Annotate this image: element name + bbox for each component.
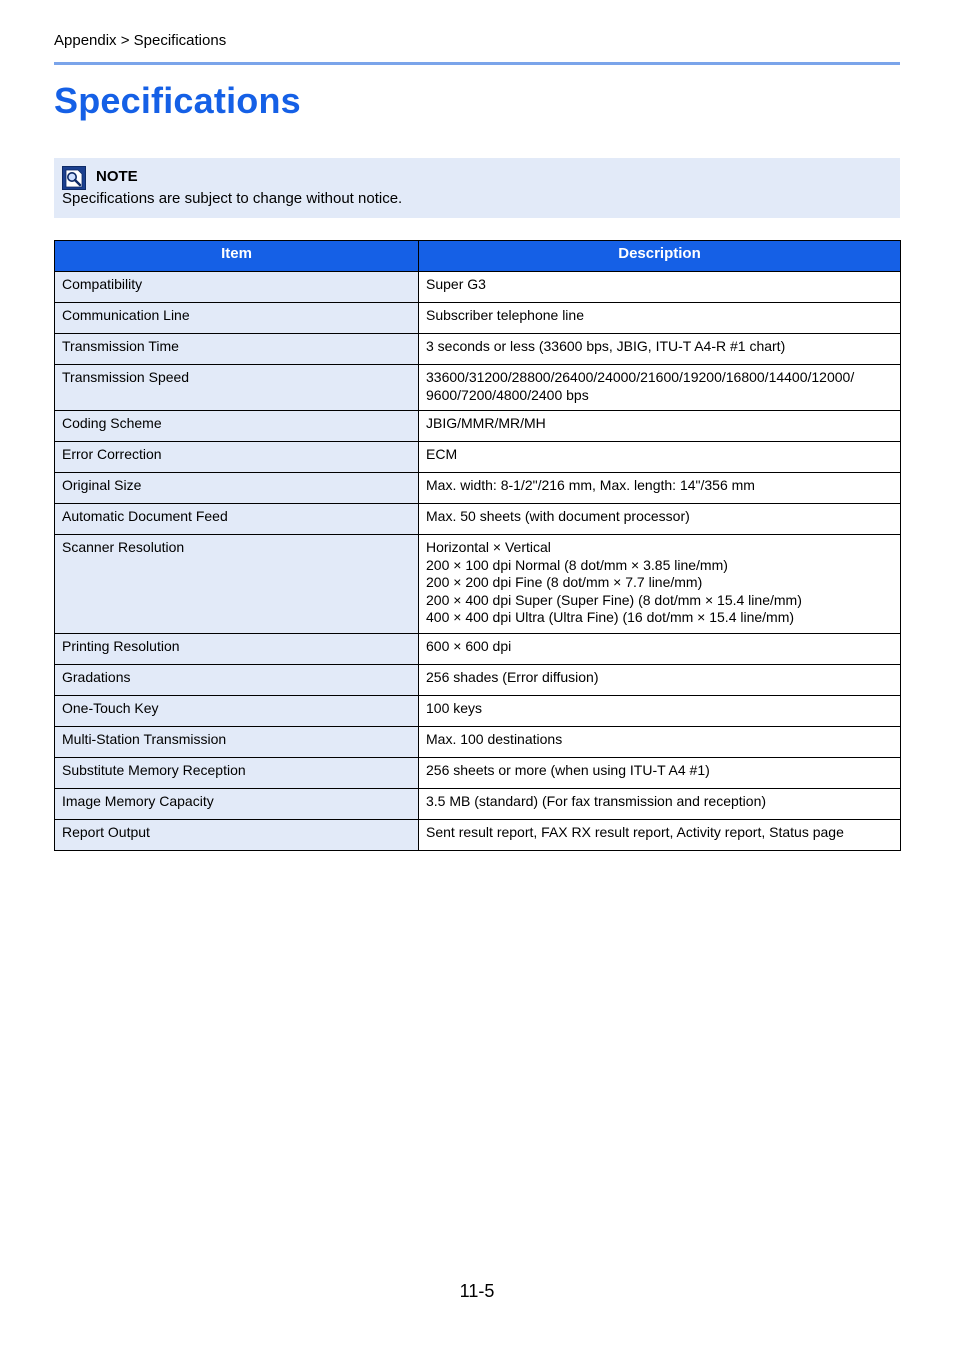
spec-description-cell: Max. 100 destinations [419, 726, 901, 757]
spec-description-cell: ECM [419, 442, 901, 473]
table-row [55, 473, 901, 504]
spec-description-cell: 33600/31200/28800/26400/24000/21600/19200/16800/14400/12000/ 9600/7200/4800/2400 bps [419, 365, 901, 411]
spec-item-cell: Transmission Speed [55, 365, 419, 411]
spec-item-cell: Transmission Time [55, 334, 419, 365]
spec-description-cell: 256 shades (Error diffusion) [419, 664, 901, 695]
table-row [55, 664, 901, 695]
table-row [55, 272, 901, 303]
spec-description-cell: 100 keys [419, 695, 901, 726]
page-title: Specifications [54, 80, 301, 121]
spec-item-cell: Compatibility [55, 272, 419, 303]
spec-item-cell: Original Size [55, 473, 419, 504]
spec-item-cell: Image Memory Capacity [55, 788, 419, 819]
spec-description-cell: Subscriber telephone line [419, 303, 901, 334]
table-row [55, 788, 901, 819]
spec-item-cell: Printing Resolution [55, 633, 419, 664]
spec-description-cell: 600 × 600 dpi [419, 633, 901, 664]
spec-item-cell: Coding Scheme [55, 411, 419, 442]
note-text: Specifications are subject to change without notice. [62, 190, 403, 207]
note-magnifier-icon [62, 166, 86, 190]
spec-item-cell: Gradations [55, 664, 419, 695]
spec-item-cell: Report Output [55, 819, 419, 850]
column-header-item: Item [55, 241, 419, 272]
header-divider [54, 62, 900, 65]
page-number: 11-5 [459, 1281, 495, 1301]
spec-description-cell: 3.5 MB (standard) (For fax transmission and reception) [419, 788, 901, 819]
spec-item-cell: Multi-Station Transmission [55, 726, 419, 757]
spec-item-cell: Scanner Resolution [55, 535, 419, 634]
spec-description-cell: Max. width: 8-1/2"/216 mm, Max. length: 14"/356 mm [419, 473, 901, 504]
spec-description-cell: 3 seconds or less (33600 bps, JBIG, ITU-T A4-R #1 chart) [419, 334, 901, 365]
spec-description-cell: Super G3 [419, 272, 901, 303]
table-header-row [55, 241, 901, 272]
table-row [55, 535, 901, 634]
spec-description-cell: Max. 50 sheets (with document processor) [419, 504, 901, 535]
spec-description-cell: 256 sheets or more (when using ITU-T A4 #1) [419, 757, 901, 788]
spec-item-cell: Automatic Document Feed [55, 504, 419, 535]
table-row [55, 303, 901, 334]
table-row [55, 411, 901, 442]
spec-item-cell: Error Correction [55, 442, 419, 473]
table-row [55, 819, 901, 850]
table-row [55, 442, 901, 473]
note-heading: NOTE [96, 168, 138, 185]
table-row [55, 504, 901, 535]
table-body [55, 272, 901, 851]
spec-description-cell: JBIG/MMR/MR/MH [419, 411, 901, 442]
note-box [54, 158, 900, 218]
spec-description-cell: Sent result report, FAX RX result report, Activity report, Status page [419, 819, 901, 850]
table-row [55, 695, 901, 726]
specifications-table [54, 240, 901, 851]
breadcrumb: Appendix > Specifications [54, 32, 227, 49]
table-row [55, 633, 901, 664]
table-row [55, 757, 901, 788]
table-row [55, 334, 901, 365]
column-header-description: Description [419, 241, 901, 272]
table-row [55, 365, 901, 411]
spec-item-cell: One-Touch Key [55, 695, 419, 726]
spec-description-cell: Horizontal × Vertical 200 × 100 dpi Normal (8 dot/mm × 3.85 line/mm) 200 × 200 dpi Fine (8 dot/mm × 7.7 line/mm) 200 × 400 dpi Super (Super Fine) (8 dot/mm × 15.4 line/mm) 400 × 400 dpi Ultra (Ultra Fine) (16 dot/mm × 15.4 line/mm) [419, 535, 901, 634]
spec-item-cell: Substitute Memory Reception [55, 757, 419, 788]
spec-item-cell: Communication Line [55, 303, 419, 334]
table-row [55, 726, 901, 757]
